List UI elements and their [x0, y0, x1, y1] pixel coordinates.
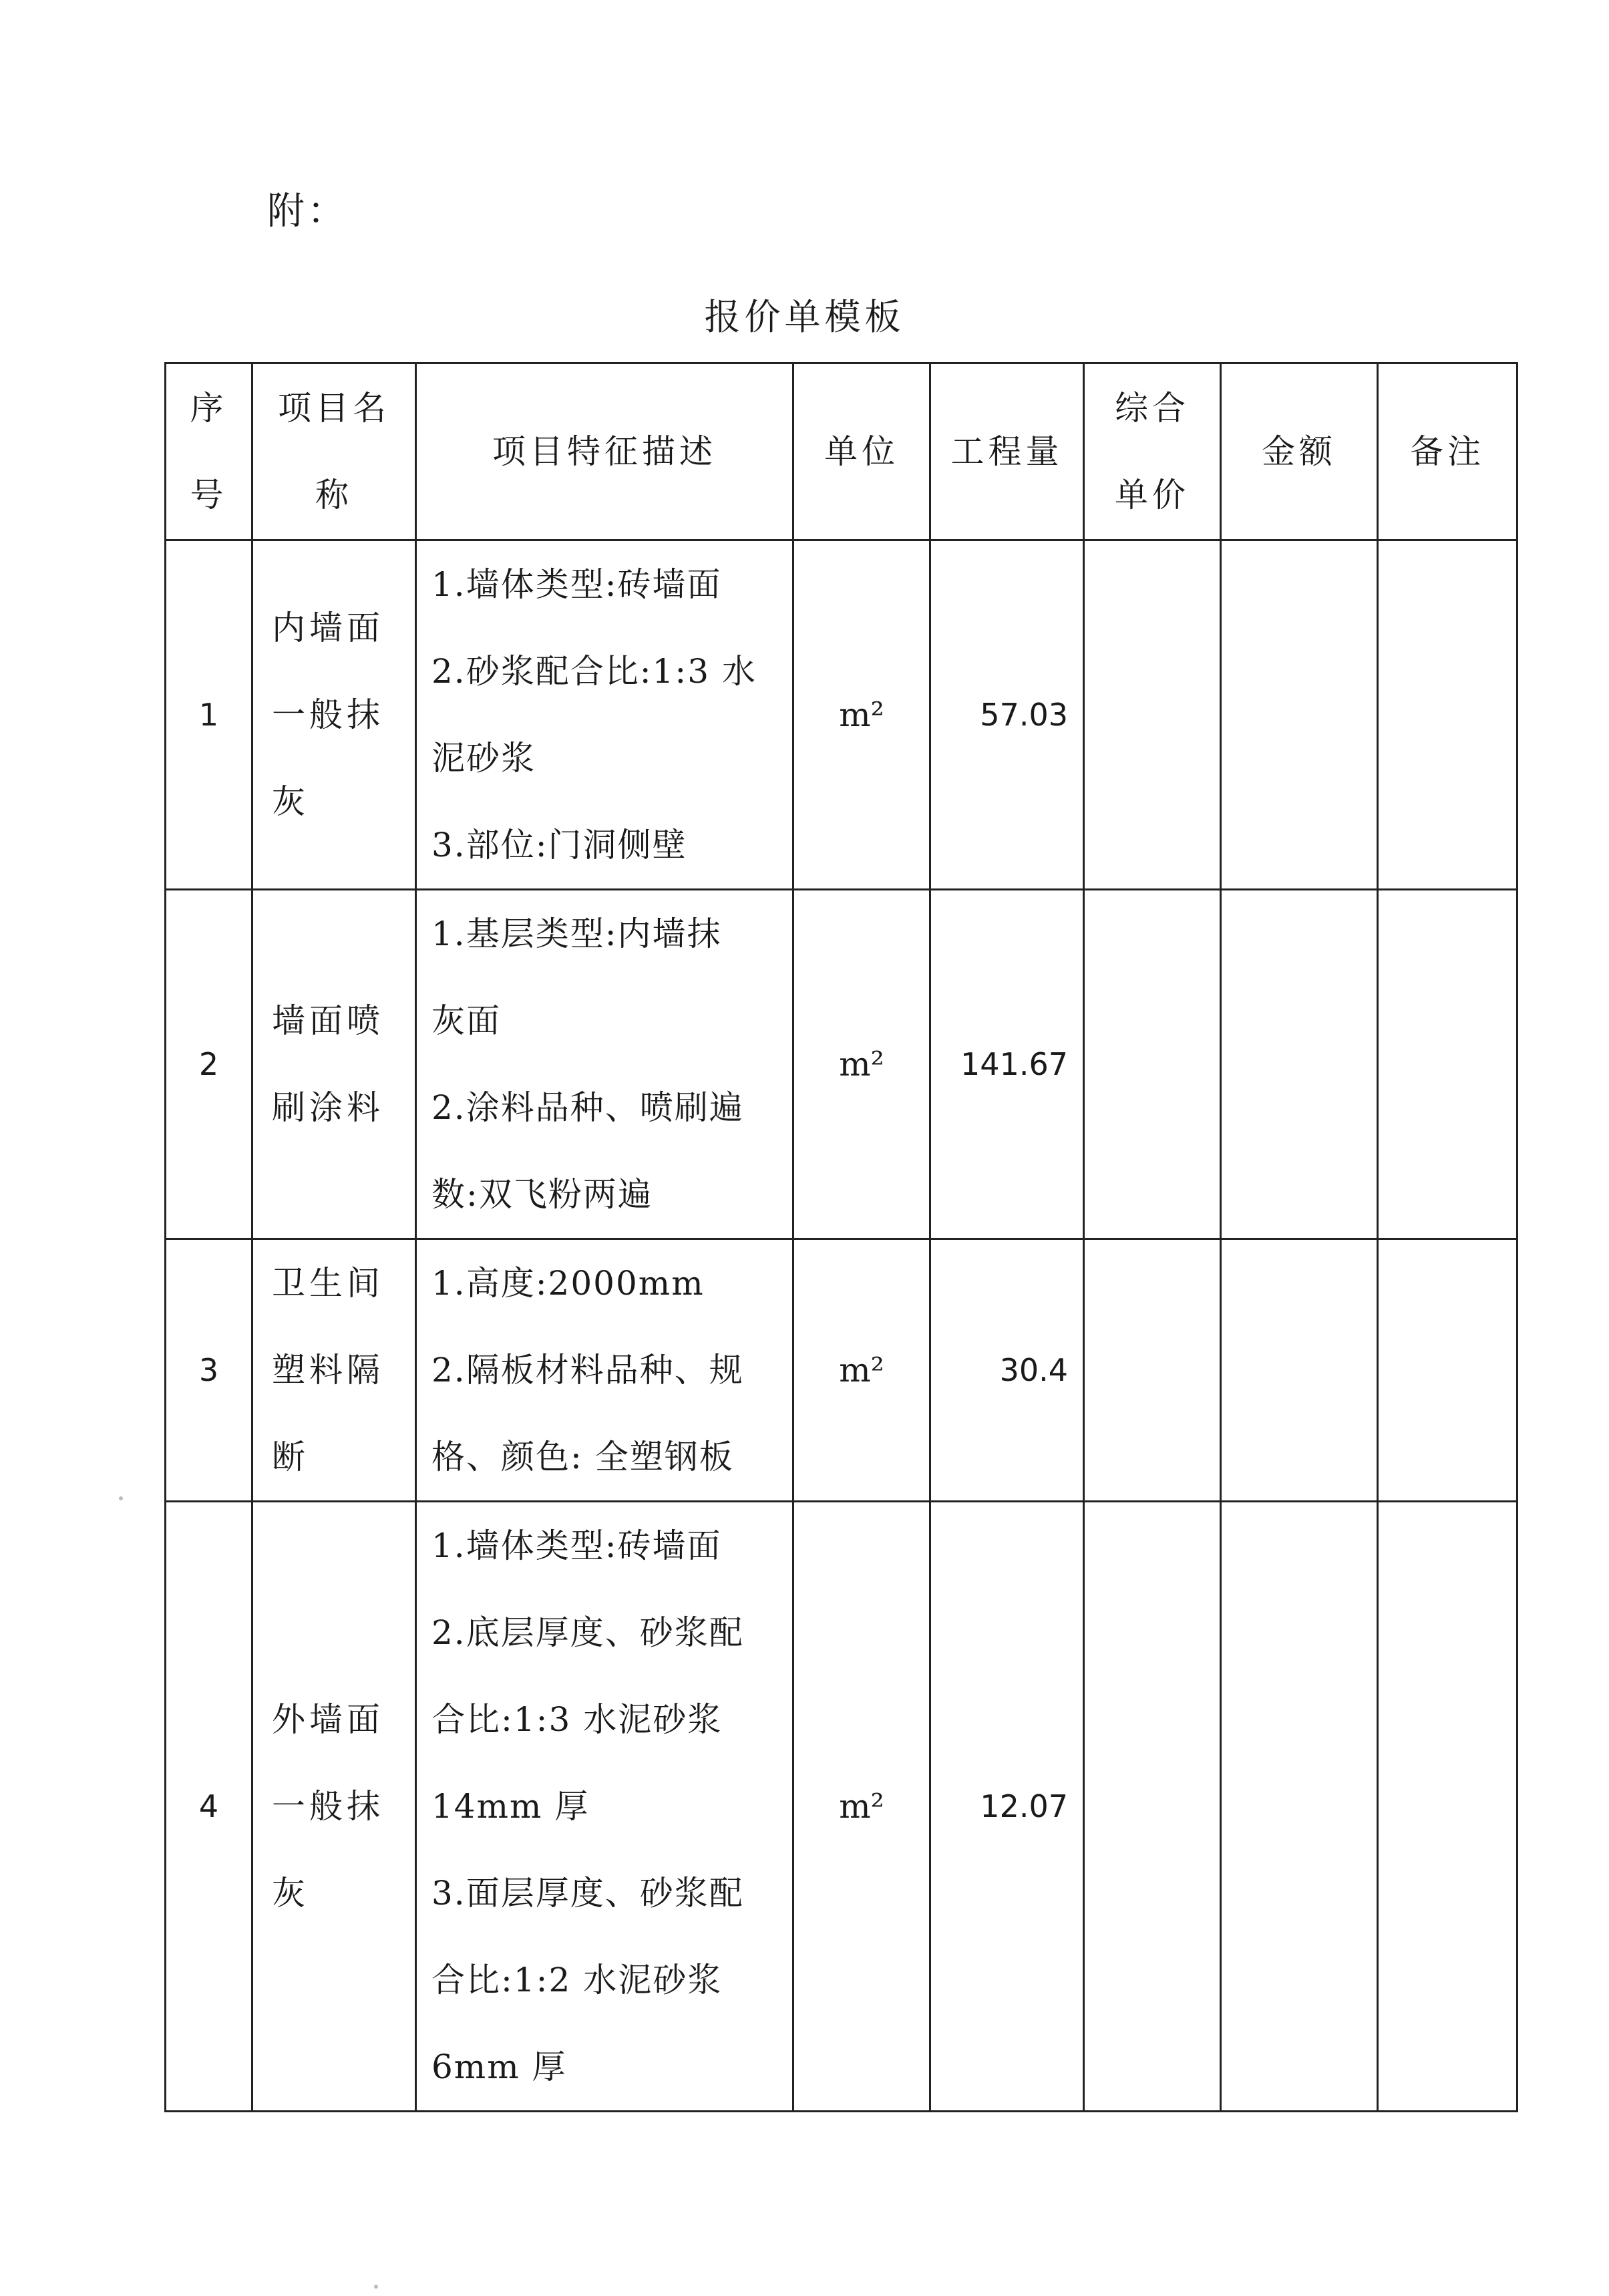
row-seq: 2: [166, 890, 252, 1239]
row-desc: [416, 1502, 793, 2112]
row-desc-line: 3.面层厚度、砂浆配: [431, 1874, 744, 1913]
row-qty: 12.07: [930, 1502, 1084, 2112]
header-seq-line-1: 序: [190, 389, 228, 428]
row-qty: 30.4: [930, 1239, 1084, 1502]
row-desc-line: 2.涂料品种、喷刷遍: [431, 1088, 744, 1127]
table-header-row: [166, 363, 1517, 540]
row-name-line: 外墙面: [272, 1700, 384, 1739]
header-unit: 单位: [793, 363, 930, 540]
row-remark: [1378, 1502, 1517, 2112]
row-remark: [1378, 890, 1517, 1239]
row-desc: [416, 540, 793, 890]
row-name-line: 一般抹: [272, 1787, 384, 1826]
header-unit-price-line-1: 综合: [1115, 389, 1190, 428]
row-name-line: 卫生间: [272, 1264, 384, 1303]
row-desc-line: 6mm 厚: [431, 2047, 567, 2086]
row-unit: m²: [793, 1239, 930, 1502]
row-desc-line: 合比:1:2 水泥砂浆: [431, 1961, 723, 1999]
row-name-line: 一般抹: [272, 695, 384, 734]
header-unit-price: [1084, 363, 1221, 540]
row-name: [252, 1239, 416, 1502]
row-desc-line: 3.部位:门洞侧壁: [431, 826, 687, 864]
row-desc-line: 格、颜色: 全塑钢板: [431, 1438, 734, 1476]
row-desc: [416, 890, 793, 1239]
row-qty: 141.67: [930, 890, 1084, 1239]
row-name-line: 灰: [272, 1874, 309, 1913]
row-name-line: 内墙面: [272, 609, 384, 647]
row-name-line: 墙面喷: [272, 1001, 384, 1040]
scan-speck: [374, 2285, 378, 2289]
row-desc-line: 1.高度:2000mm: [431, 1264, 705, 1303]
row-name-line: 刷涂料: [272, 1088, 384, 1127]
header-unit-price-line-2: 单价: [1115, 476, 1190, 514]
header-amount: 金额: [1221, 363, 1378, 540]
header-name: [252, 363, 416, 540]
row-qty: 57.03: [930, 540, 1084, 890]
row-desc-line: 2.底层厚度、砂浆配: [431, 1613, 744, 1652]
header-name-line-1: 项目名: [278, 389, 390, 428]
header-seq-line-2: 号: [190, 476, 228, 514]
table-row: [166, 890, 1517, 1239]
row-amount: [1221, 540, 1378, 890]
row-desc-line: 泥砂浆: [431, 739, 536, 778]
row-seq: 3: [166, 1239, 252, 1502]
row-name-line: 灰: [272, 782, 309, 821]
row-desc-line: 灰面: [431, 1001, 501, 1040]
row-remark: [1378, 540, 1517, 890]
row-seq: 1: [166, 540, 252, 890]
header-name-line-2: 称: [315, 476, 353, 514]
row-unit: m²: [793, 890, 930, 1239]
row-remark: [1378, 1239, 1517, 1502]
row-name: [252, 1502, 416, 2112]
row-amount: [1221, 1502, 1378, 2112]
row-desc: [416, 1239, 793, 1502]
scan-speck: [119, 1496, 123, 1500]
header-desc: 项目特征描述: [416, 363, 793, 540]
row-name-line: 断: [272, 1438, 309, 1476]
table-row: [166, 540, 1517, 890]
row-desc-line: 1.墙体类型:砖墙面: [431, 1526, 722, 1565]
row-unit: m²: [793, 1502, 930, 2112]
row-unit-price: [1084, 540, 1221, 890]
row-desc-line: 合比:1:3 水泥砂浆: [431, 1700, 723, 1739]
row-desc-line: 数:双飞粉两遍: [431, 1175, 653, 1214]
row-amount: [1221, 890, 1378, 1239]
header-remark: 备注: [1378, 363, 1517, 540]
row-desc-line: 1.基层类型:内墙抹: [431, 915, 722, 953]
row-unit-price: [1084, 1502, 1221, 2112]
row-desc-line: 2.砂浆配合比:1:3 水: [431, 652, 757, 691]
row-unit-price: [1084, 890, 1221, 1239]
quotation-table: [164, 362, 1518, 2112]
row-amount: [1221, 1239, 1378, 1502]
document-title: 报价单模板: [704, 296, 905, 338]
attachment-label: 附：: [267, 190, 347, 233]
table-row: [166, 1502, 1517, 2112]
row-desc-line: 2.隔板材料品种、规: [431, 1351, 744, 1389]
header-qty: 工程量: [930, 363, 1084, 540]
row-name: [252, 890, 416, 1239]
row-unit: m²: [793, 540, 930, 890]
row-name: [252, 540, 416, 890]
row-seq: 4: [166, 1502, 252, 2112]
table-row: [166, 1239, 1517, 1502]
row-unit-price: [1084, 1239, 1221, 1502]
row-desc-line: 1.墙体类型:砖墙面: [431, 565, 722, 604]
header-seq: [166, 363, 252, 540]
row-name-line: 塑料隔: [272, 1351, 384, 1389]
row-desc-line: 14mm 厚: [431, 1787, 590, 1826]
